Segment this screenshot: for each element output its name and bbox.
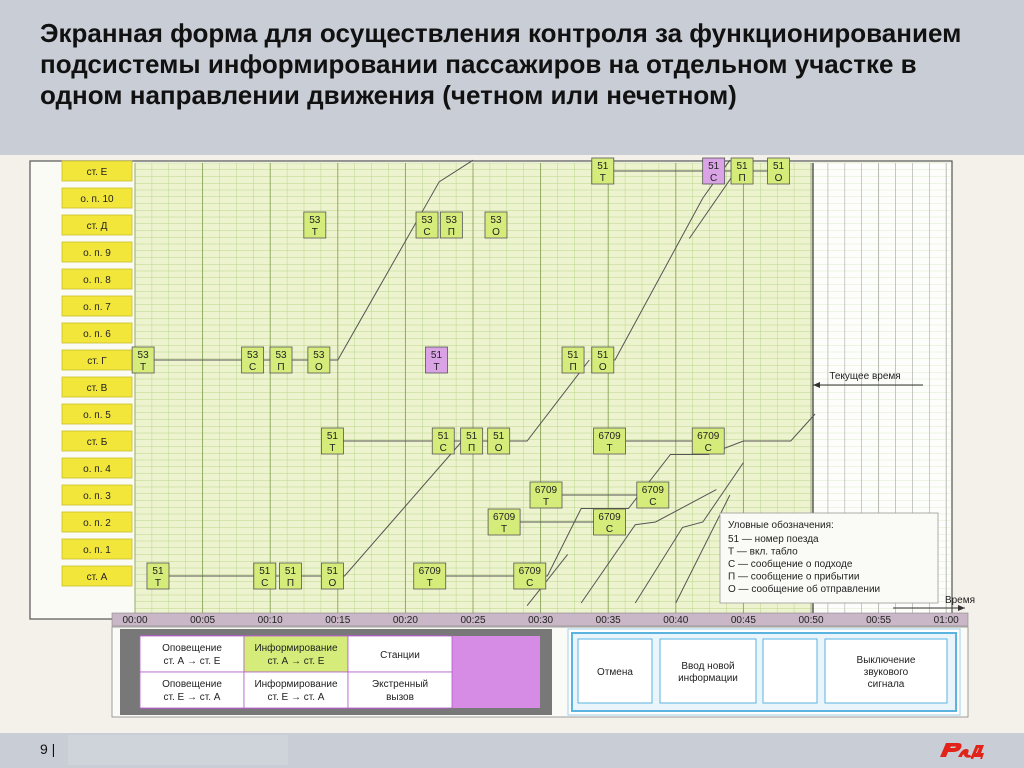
control-panel: [112, 627, 968, 717]
train-number: 51: [326, 566, 338, 577]
button-label-line1: Ввод новой: [681, 661, 735, 672]
button-label-line1: Информирование: [254, 643, 338, 654]
mute-sound-button[interactable]: [825, 639, 947, 703]
button-label-line1: Отмена: [597, 667, 633, 678]
train-event-code: Т: [311, 227, 318, 238]
train-event-code: О: [494, 443, 503, 454]
button-label-line1: Выключение: [856, 655, 916, 666]
time-tick-label: 00:30: [528, 615, 554, 626]
button-label-line1: Экстренный: [371, 679, 429, 690]
train-event-code: П: [286, 578, 295, 589]
train-marker: [416, 212, 438, 238]
train-marker: [768, 158, 790, 184]
train-marker: [279, 563, 301, 589]
train-marker: [270, 347, 292, 373]
train-number: 51: [493, 431, 505, 442]
station-label: о. п. 6: [83, 329, 111, 340]
time-tick-label: 00:45: [730, 615, 756, 626]
train-number: 53: [421, 215, 433, 226]
station-label: ст. А: [86, 572, 108, 583]
train-number: 53: [313, 350, 325, 361]
train-event-code: Т: [599, 173, 606, 184]
station-label: ст. Б: [86, 437, 108, 448]
cancel-button[interactable]: [578, 639, 652, 703]
legend-line: П — сообщение о прибытии: [728, 571, 860, 583]
train-marker: [308, 347, 330, 373]
button-label-line2: ст. Е → ст. А: [267, 692, 325, 703]
train-marker: [132, 347, 154, 373]
legend: [720, 513, 938, 603]
time-tick-label: 01:00: [933, 615, 959, 626]
train-marker: [425, 347, 447, 373]
station-label: ст. Г: [87, 356, 107, 367]
train-marker: [304, 212, 326, 238]
train-marker: [321, 428, 343, 454]
schedule-screen: [0, 155, 1024, 733]
train-marker: [488, 509, 520, 535]
train-event-code: П: [447, 227, 455, 238]
footer: [0, 733, 1024, 768]
emergency-call-button[interactable]: [348, 672, 452, 708]
train-event-code: П: [277, 362, 285, 373]
train-number: 53: [247, 350, 259, 361]
train-marker: [514, 563, 546, 589]
legend-title: Уловные обозначения:: [728, 520, 834, 531]
station-label: ст. Е: [86, 167, 108, 178]
train-marker: [703, 158, 725, 184]
train-number: 51: [326, 431, 338, 442]
rzd-logo: [936, 737, 988, 763]
train-number: 51: [567, 350, 579, 361]
train-number: 51: [437, 431, 449, 442]
train-number: 6709: [598, 431, 621, 442]
train-number: 51: [597, 350, 609, 361]
time-tick-label: 00:35: [595, 615, 621, 626]
train-marker: [440, 212, 462, 238]
button-label-line2: информации: [678, 673, 738, 684]
button-label-line1: Информирование: [254, 679, 338, 690]
station-label: ст. Д: [86, 221, 108, 232]
train-number: 6709: [598, 512, 621, 523]
legend-line: Т — вкл. табло: [728, 546, 798, 558]
station-label: о. п. 9: [83, 248, 111, 259]
legend-line: О — сообщение об отправлении: [728, 584, 881, 595]
time-tick-label: 00:15: [325, 615, 351, 626]
time-tick-label: 00:55: [866, 615, 892, 626]
train-marker: [254, 563, 276, 589]
train-number: 51: [772, 161, 785, 172]
footer-bar: [68, 735, 288, 765]
train-marker: [488, 428, 510, 454]
train-event-code: С: [649, 497, 657, 508]
button-label-line1: Оповещение: [162, 643, 222, 654]
train-number: 53: [445, 215, 457, 226]
train-number: 51: [466, 431, 478, 442]
notify-e-to-a-button[interactable]: [140, 672, 244, 708]
station-label: о. п. 5: [83, 410, 111, 421]
station-label: о. п. 1: [83, 545, 111, 556]
station-label: о. п. 2: [83, 518, 111, 529]
train-marker: [147, 563, 169, 589]
train-event-code: Т: [329, 443, 336, 454]
blank-button[interactable]: [763, 639, 817, 703]
train-marker: [594, 428, 626, 454]
left-panel-accent: [448, 636, 540, 708]
train-event-code: О: [774, 173, 783, 184]
inform-a-to-e-button[interactable]: [244, 636, 348, 672]
train-number: 51: [152, 566, 164, 577]
train-marker: [692, 428, 724, 454]
train-event-code: Т: [542, 497, 550, 508]
current-time-label: Текущее время: [829, 371, 901, 382]
train-event-code: Т: [501, 524, 508, 535]
slide-header: [0, 0, 1024, 155]
train-marker: [592, 158, 614, 184]
train-number: 6709: [534, 485, 558, 496]
train-number: 53: [309, 215, 321, 226]
train-number: 6709: [641, 485, 664, 496]
train-marker: [432, 428, 454, 454]
train-event-code: С: [439, 443, 447, 454]
time-tick-label: 00:00: [122, 615, 148, 626]
train-marker: [562, 347, 584, 373]
time-axis-label: Время: [944, 595, 976, 606]
station-label: ст. В: [86, 383, 108, 394]
button-box[interactable]: [763, 639, 817, 703]
train-event-code: Т: [140, 362, 147, 373]
train-event-code: О: [314, 362, 323, 373]
slide-title: Экранная форма для осуществления контроля за функционированием подсистемы информировании пассажиров на отдельном участке в одном направлении движения (четном или нечетном): [40, 18, 962, 111]
train-number: 6709: [418, 566, 441, 577]
train-number: 53: [275, 350, 287, 361]
station-label: о. п. 4: [83, 464, 111, 475]
legend-line: С — сообщение о подходе: [728, 559, 853, 570]
button-label-line2: ст. А → ст. Е: [163, 656, 221, 667]
train-number: 51: [430, 350, 443, 361]
time-tick-label: 00:05: [190, 615, 216, 626]
train-marker: [461, 428, 483, 454]
train-number: 53: [137, 350, 149, 361]
train-event-code: С: [704, 443, 712, 454]
train-marker: [637, 482, 669, 508]
button-label-line3: сигнала: [867, 679, 905, 690]
train-marker: [321, 563, 343, 589]
train-number: 51: [708, 161, 720, 172]
notify-a-to-e-button[interactable]: [140, 636, 244, 672]
time-tick-label: 00:20: [392, 615, 418, 626]
train-event-code: С: [423, 227, 431, 238]
time-tick-label: 00:50: [798, 615, 824, 626]
train-marker: [592, 347, 614, 373]
train-event-code: П: [738, 173, 746, 184]
station-label: о. п. 7: [83, 302, 111, 313]
train-number: 51: [597, 161, 609, 172]
train-number: 53: [490, 215, 502, 226]
legend-line: 51 — номер поезда: [728, 534, 819, 545]
station-label: о. п. 10: [80, 194, 114, 205]
train-number: 6709: [697, 431, 720, 442]
train-number: 51: [259, 566, 271, 577]
train-event-code: С: [605, 524, 614, 535]
enter-new-info-button[interactable]: [660, 639, 756, 703]
train-number: 6709: [492, 512, 516, 523]
train-event-code: С: [249, 362, 257, 373]
train-event-code: С: [710, 173, 718, 184]
train-marker: [731, 158, 753, 184]
train-event-code: О: [328, 578, 337, 589]
train-event-code: П: [569, 362, 577, 373]
time-tick-label: 00:40: [663, 615, 689, 626]
train-event-code: Т: [606, 443, 613, 454]
button-label-line2: ст. Е → ст. А: [163, 692, 221, 703]
page-number: 9 |: [40, 741, 56, 757]
button-label-line1: Оповещение: [162, 679, 222, 690]
train-event-code: П: [468, 443, 476, 454]
inform-e-to-a-button[interactable]: [244, 672, 348, 708]
button-label-line2: вызов: [386, 692, 414, 703]
train-event-code: Т: [433, 362, 440, 373]
train-marker: [414, 563, 446, 589]
button-label-line2: ст. А → ст. Е: [267, 656, 325, 667]
train-event-code: С: [261, 578, 269, 589]
train-marker: [485, 212, 507, 238]
train-number: 51: [284, 566, 297, 577]
time-tick-label: 00:10: [257, 615, 283, 626]
button-label-line2: звукового: [863, 667, 909, 678]
station-label: о. п. 8: [83, 275, 111, 286]
stations-button[interactable]: [348, 636, 452, 672]
station-label: о. п. 3: [83, 491, 111, 502]
train-event-code: Т: [426, 578, 433, 589]
train-number: 6709: [518, 566, 541, 577]
train-event-code: О: [598, 362, 607, 373]
train-event-code: С: [526, 578, 534, 589]
button-label-line1: Станции: [380, 650, 420, 661]
time-tick-label: 00:25: [460, 615, 486, 626]
train-marker: [594, 509, 626, 535]
train-number: 51: [736, 161, 748, 172]
train-event-code: О: [492, 227, 500, 238]
schedule-chart: [0, 155, 1024, 733]
train-marker: [242, 347, 264, 373]
train-marker: [530, 482, 562, 508]
train-event-code: Т: [154, 578, 162, 589]
